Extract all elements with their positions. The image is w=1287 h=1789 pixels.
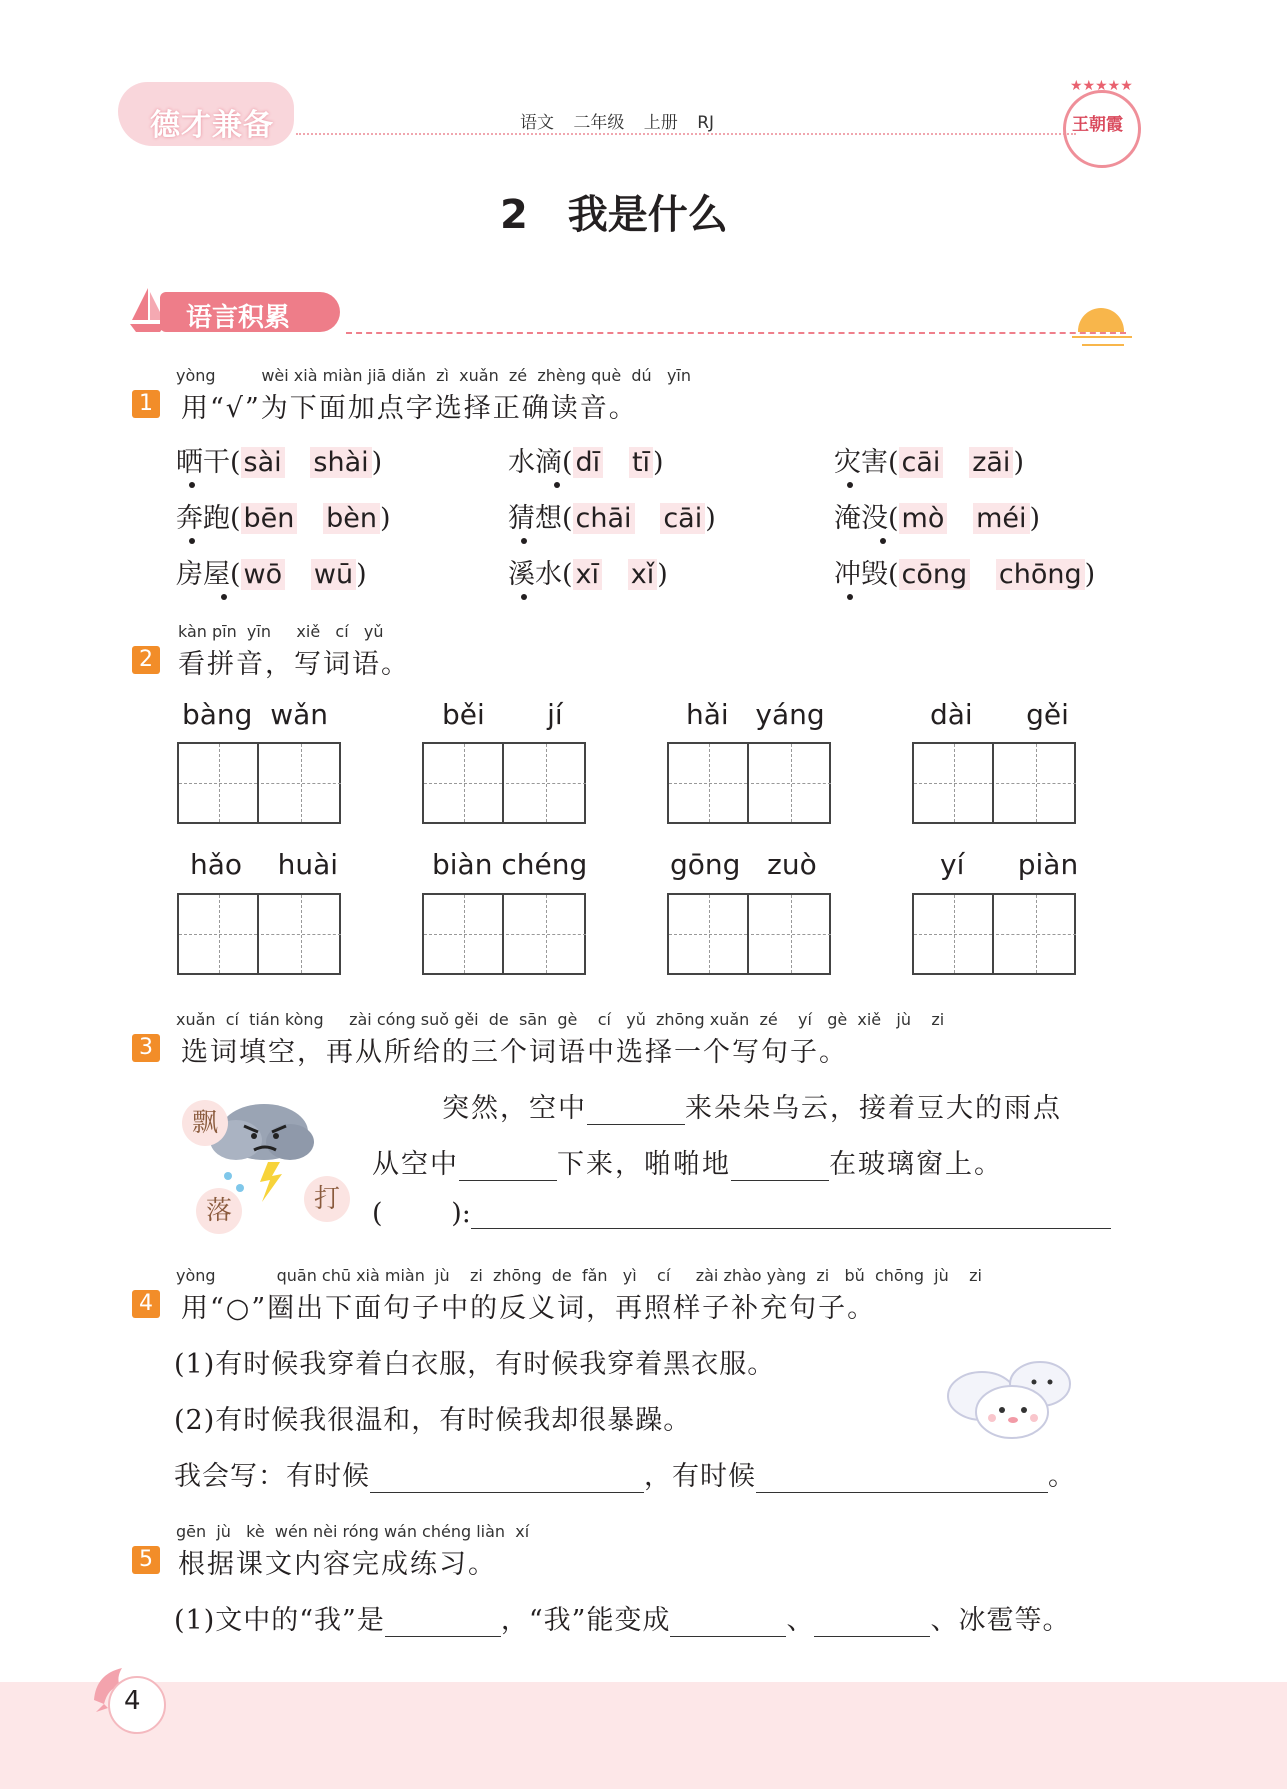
writing-grid[interactable]	[422, 742, 586, 824]
header-info: 语文 二年级 上册 RJ	[520, 113, 715, 133]
emphasis-dot	[221, 594, 227, 600]
cloud-friends-icon	[940, 1350, 1080, 1450]
emphasis-dot	[847, 594, 853, 600]
emphasis-dot	[521, 538, 527, 544]
page-title: 2 我是什么	[500, 192, 728, 238]
word-bubble: 打	[304, 1176, 350, 1222]
q2-text: 看拼音，写词语。	[178, 649, 410, 680]
option-a[interactable]: chāi	[573, 503, 635, 534]
header-divider	[296, 133, 1076, 135]
option-a[interactable]: mò	[899, 503, 948, 534]
sunset-icon	[1078, 308, 1124, 332]
q1-number: 1	[132, 390, 160, 418]
q3-line-3: ( ):	[372, 1198, 1111, 1229]
q2-pinyin: kàn pīn yīn xiě cí yǔ	[178, 622, 384, 641]
q2-pinyin-8: yí piàn	[940, 848, 1079, 881]
q1-item: 灾害( cāi zāi )	[834, 447, 1024, 478]
writing-grid[interactable]	[667, 893, 831, 975]
option-a[interactable]: dī	[573, 447, 604, 478]
seal-stars-icon: ★★★★★	[1070, 78, 1133, 94]
footer-band	[0, 1682, 1287, 1789]
option-a[interactable]: cāi	[899, 447, 944, 478]
emphasis-dot	[521, 594, 527, 600]
q1-item: 猜想( chāi cāi )	[508, 503, 716, 534]
writing-grid[interactable]	[177, 742, 341, 824]
section-title: 语言积累	[186, 303, 291, 333]
option-b[interactable]: cāi	[660, 503, 705, 534]
q2-pinyin-3: hǎi yáng	[686, 698, 825, 731]
writing-grid[interactable]	[667, 742, 831, 824]
seal-name: 王朝霞	[1072, 115, 1123, 135]
word-bubble: 落	[196, 1188, 242, 1234]
logo-text: 德才兼备	[150, 108, 274, 143]
q4-text: 用“○”圈出下面句子中的反义词，再照样子补充句子。	[181, 1293, 877, 1324]
emphasis-dot	[189, 538, 195, 544]
writing-grid[interactable]	[422, 893, 586, 975]
answer-blank[interactable]	[385, 1610, 501, 1637]
answer-blank[interactable]	[370, 1466, 644, 1493]
option-b[interactable]: bèn	[323, 503, 380, 534]
q2-number: 2	[132, 646, 160, 674]
option-b[interactable]: zāi	[969, 447, 1013, 478]
writing-grid[interactable]	[912, 742, 1076, 824]
q4-number: 4	[132, 1290, 160, 1318]
option-b[interactable]: wū	[311, 559, 356, 590]
q2-pinyin-2: běi jí	[442, 698, 563, 731]
q5-pinyin: gēn jù kè wén nèi róng wán chéng liàn xí	[176, 1522, 530, 1541]
q1-pinyin: yòng wèi xià miàn jiā diǎn zì xuǎn zé zhèng què dú yīn	[176, 366, 691, 385]
q1-item: 房屋( wō wū )	[176, 559, 367, 590]
q5-text: 根据课文内容完成练习。	[178, 1549, 497, 1580]
q1-item: 水滴( dī tī )	[508, 447, 664, 478]
q4-sentence-3: 我会写：有时候 ，有时候 。	[174, 1461, 1076, 1492]
emphasis-dot	[189, 482, 195, 488]
answer-blank[interactable]	[814, 1610, 930, 1637]
option-a[interactable]: xī	[573, 559, 602, 590]
q5-sentence-1: (1)文中的“我”是 ，“我”能变成 、 、冰雹等。	[174, 1605, 1071, 1636]
q4-sentence-2: (2)有时候我很温和，有时候我却很暴躁。	[174, 1405, 692, 1436]
sentence-blank[interactable]	[471, 1202, 1111, 1229]
word-bubble: 飘	[182, 1100, 228, 1146]
answer-blank[interactable]	[670, 1610, 786, 1637]
option-a[interactable]: sài	[241, 447, 285, 478]
q3-line-1: 突然，空中 来朵朵乌云，接着豆大的雨点	[442, 1093, 1062, 1124]
answer-blank[interactable]	[756, 1466, 1048, 1493]
q2-pinyin-5: hǎo huài	[190, 848, 339, 881]
answer-blank[interactable]	[731, 1154, 829, 1181]
emphasis-dot	[847, 482, 853, 488]
writing-grid[interactable]	[177, 893, 341, 975]
option-a[interactable]: bēn	[241, 503, 298, 534]
option-b[interactable]: méi	[973, 503, 1029, 534]
q4-pinyin: yòng quān chū xià miàn jù zi zhōng de fǎn yì cí zài zhào yàng zi bǔ chōng jù zi	[176, 1266, 982, 1285]
q2-pinyin-7: gōng zuò	[670, 848, 817, 881]
writing-grid[interactable]	[912, 893, 1076, 975]
option-b[interactable]: tī	[629, 447, 653, 478]
q1-item: 奔跑( bēn bèn )	[176, 503, 391, 534]
q3-pinyin: xuǎn cí tián kòng zài cóng suǒ gěi de sān gè cí yǔ zhōng xuǎn zé yí gè xiě jù zi	[176, 1010, 945, 1029]
emphasis-dot	[880, 538, 886, 544]
section-divider	[346, 332, 1126, 334]
q3-number: 3	[132, 1034, 160, 1062]
answer-blank[interactable]	[459, 1154, 557, 1181]
q1-item: 淹没( mò méi )	[834, 503, 1041, 534]
answer-blank[interactable]	[587, 1098, 685, 1125]
q2-pinyin-4: dài gěi	[930, 698, 1069, 731]
sunset-line	[1072, 336, 1132, 338]
q3-text: 选词填空，再从所给的三个词语中选择一个写句子。	[181, 1037, 848, 1068]
option-b[interactable]: shài	[310, 447, 371, 478]
page-number: 4	[124, 1686, 141, 1716]
q1-text: 用“√”为下面加点字选择正确读音。	[181, 393, 638, 424]
q5-number: 5	[132, 1546, 160, 1574]
option-a[interactable]: wō	[241, 559, 286, 590]
q1-item: 冲毁( cōng chōng )	[834, 559, 1096, 590]
q1-item: 晒干( sài shài )	[176, 447, 383, 478]
option-b[interactable]: xǐ	[628, 559, 657, 590]
option-a[interactable]: cōng	[899, 559, 971, 590]
q1-item: 溪水( xī xǐ )	[508, 559, 668, 590]
q4-sentence-1: (1)有时候我穿着白衣服，有时候我穿着黑衣服。	[174, 1349, 776, 1380]
emphasis-dot	[554, 482, 560, 488]
sunset-line-2	[1082, 344, 1124, 346]
q3-line-2: 从空中 下来，啪啪地 在玻璃窗上。	[372, 1149, 1003, 1180]
option-b[interactable]: chōng	[996, 559, 1085, 590]
q2-pinyin-1: bàng wǎn	[182, 698, 329, 731]
q2-pinyin-6: biàn chéng	[432, 848, 588, 881]
